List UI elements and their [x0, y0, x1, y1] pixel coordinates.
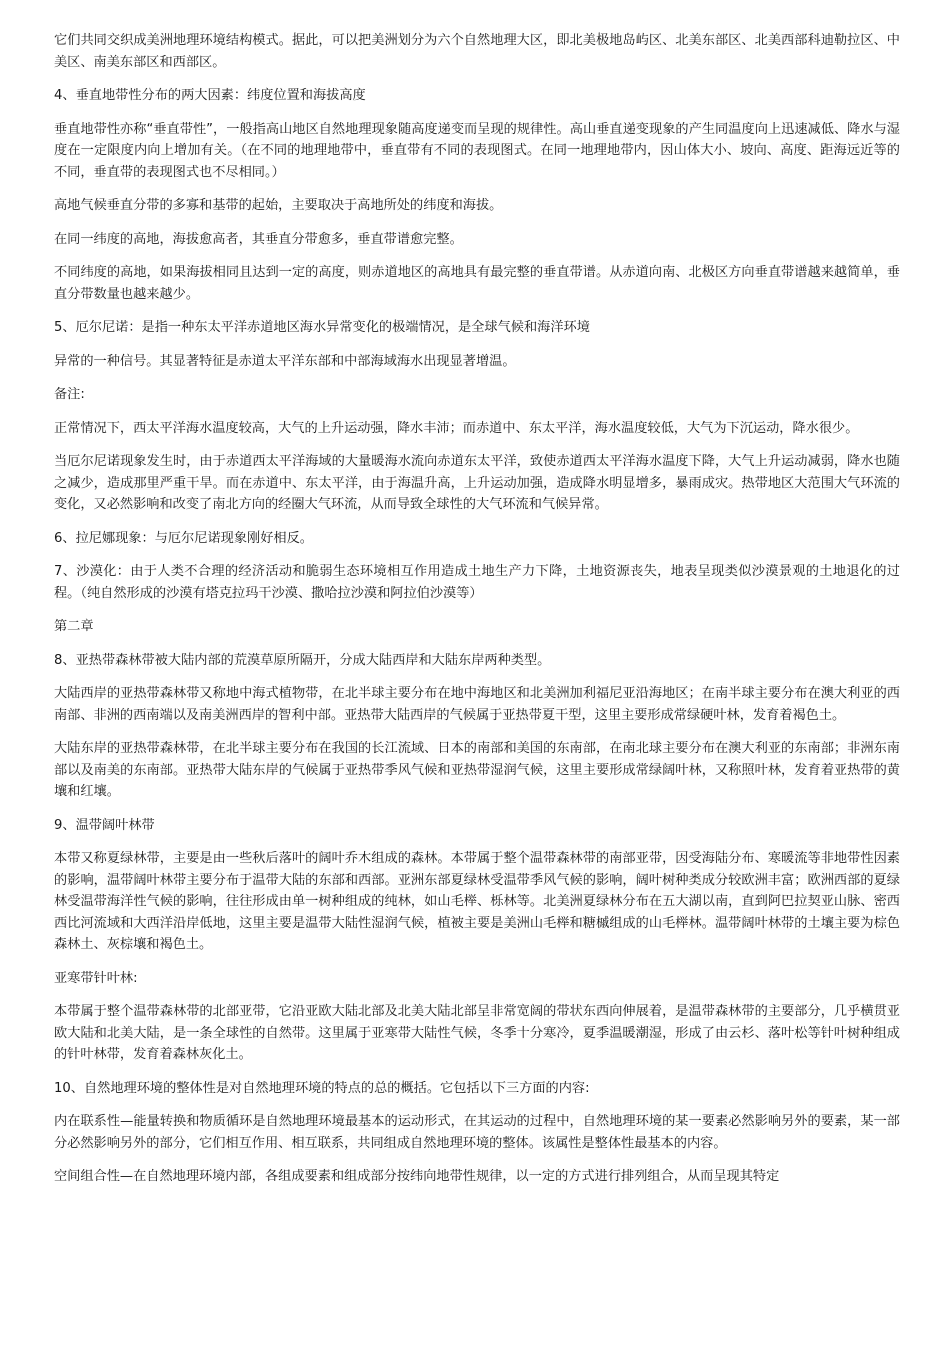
paragraph-el-nino-signal: 异常的一种信号。其显著特征是赤道太平洋东部和中部海域海水出现显著增温。 [54, 353, 516, 369]
paragraph-americas-regions: 它们共同交织成美洲地理环境结构模式。据此，可以把美洲划分为六个自然地理大区，即北美极地岛屿区、北美东部区、北美西部科迪勒拉区、中美区、南美东部区和西部区。 [54, 33, 900, 70]
heading-temperate-broadleaf: 9、温带阔叶林带 [54, 817, 155, 833]
paragraph-west-coast-subtropical: 大陆西岸的亚热带森林带又称地中海式植物带，在北半球主要分布在地中海地区和北美洲加利福尼亚沿海地区；在南半球主要分布在澳大利亚的西南部、非洲的西南端以及南美洲西岸的智利中部。亚热带大陆西岸的气候属于亚热带夏干型，这里主要形成常绿硬叶林，发育着褐色土。 [54, 686, 900, 723]
paragraph-normal-conditions: 正常情况下，西太平洋海水温度较高，大气的上升运动强，降水丰沛；而赤道中、东太平洋，海水温度较低，大气为下沉运动，降水很少。 [54, 420, 859, 436]
paragraph-desertification: 7、沙漠化：由于人类不合理的经济活动和脆弱生态环境相互作用造成土地生产力下降，土地资源丧失，地表呈现类似沙漠景观的土地退化的过程。（纯自然形成的沙漠有塔克拉玛干沙漠、撒哈拉沙漠和阿拉伯沙漠等） [54, 564, 900, 601]
paragraph-east-coast-subtropical: 大陆东岸的亚热带森林带，在北半球主要分布在我国的长江流域、日本的南部和美国的东南部，在南北球主要分布在澳大利亚的东南部；非洲东南部以及南美的东南部。亚热带大陆东岸的气候属于亚热带季风气候和亚热带湿润气候，这里主要形成常绿阔叶林，又称照叶林，发育着亚热带的黄壤和红壤。 [54, 741, 900, 799]
paragraph-spatial-combination: 空间组合性—在自然地理环境内部，各组成要素和组成部分按纬向地带性规律，以一定的方式进行排列组合，从而呈现其特定 [54, 1169, 780, 1184]
paragraph-internal-connection: 内在联系性—能量转换和物质循环是自然地理环境最基本的运动形式，在其运动的过程中，自然地理环境的某一要素必然影响另外的要素，某一部分必然影响另外的部分，它们相互作用、相互联系，共同组成自然地理环境的整体。该属性是整体性最基本的内容。 [54, 1114, 900, 1151]
paragraph-same-latitude: 在同一纬度的高地，海拔愈高者，其垂直分带愈多，垂直带谱愈完整。 [54, 231, 463, 247]
heading-vertical-zonation-factors: 4、垂直地带性分布的两大因素：纬度位置和海拔高度 [54, 88, 366, 103]
paragraph-el-nino-effects: 当厄尔尼诺现象发生时，由于赤道西太平洋海域的大量暖海水流向赤道东太平洋，致使赤道西太平洋海水温度下降，大气上升运动减弱，降水也随之减少，造成那里严重干旱。而在赤道中、东太平洋，由于海温升高，上升运动加强，造成降水明显增多，暴雨成灾。热带地区大范围大气环流的变化，又必然影响和改变了南北方向的经圈大气环流，从而导致全球性的大气环流和气候异常。 [54, 454, 900, 512]
heading-subarctic-conifer: 亚寒带针叶林: [54, 970, 138, 986]
paragraph-different-latitude: 不同纬度的高地，如果海拔相同且达到一定的高度，则赤道地区的高地具有最完整的垂直带谱。从赤道向南、北极区方向垂直带谱越来越简单，垂直分带数量也越来越少。 [54, 265, 900, 302]
paragraph-temperate-broadleaf: 本带又称夏绿林带，主要是由一些秋后落叶的阔叶乔木组成的森林。本带属于整个温带森林带的南部亚带，因受海陆分布、寒暖流等非地带性因素的影响，温带阔叶林带主要分布于温带大陆的东部和西部。亚洲东部夏绿林受温带季风气候的影响，阔叶树种类成分较欧洲丰富；欧洲西部的夏绿林受温带海洋性气候的影响，往往形成由单一树种组成的纯林，如山毛榉、栎林等。北美洲夏绿林分布在五大湖以南，直到阿巴拉契亚山脉、密西西比河流域和大西洋沿岸低地，这里主要是温带大陆性湿润气候，植被主要是美洲山毛榉和糖槭组成的山毛榉林。温带阔叶林带的土壤主要为棕色森林土、灰棕壤和褐色土。 [54, 851, 900, 952]
document-page [54, 30, 900, 1200]
chapter-title: 第二章 [54, 619, 94, 634]
paragraph-subarctic-conifer: 本带属于整个温带森林带的北部亚带，它沿亚欧大陆北部及北美大陆北部呈非常宽阔的带状东西向伸展着，是温带森林带的主要部分，几乎横贯亚欧大陆和北美大陆，是一条全球性的自然带。这里属于亚寒带大陆性气候，冬季十分寒冷，夏季温暖潮湿，形成了由云杉、落叶松等针叶树种组成的针叶林带，发育着森林灰化土。 [54, 1004, 900, 1062]
paragraph-highland-climate-zones: 高地气候垂直分带的多寡和基带的起始，主要取决于高地所处的纬度和海拔。 [54, 198, 503, 213]
heading-la-nina: 6、拉尼娜现象：与厄尔尼诺现象刚好相反。 [54, 530, 313, 546]
paragraph-vertical-zonation-definition: 垂直地带性亦称“垂直带性”，一般指高山地区自然地理现象随高度递变而呈现的规律性。高山垂直递变现象的产生同温度向上迅速减低、降水与湿度在一定限度内向上增加有关。（在不同的地理地带中，垂直带有不同的表现图式。在同一地理地带内，因山体大小、坡向、高度、距海远近等的不同，垂直带的表现图式也不尽相同。） [54, 121, 900, 180]
heading-environment-integrity: 10、自然地理环境的整体性是对自然地理环境的特点的总的概括。它包括以下三方面的内容: [54, 1080, 590, 1096]
heading-el-nino: 5、厄尔尼诺：是指一种东太平洋赤道地区海水异常变化的极端情况，是全球气候和海洋环境 [54, 320, 590, 335]
heading-subtropical-forest: 8、亚热带森林带被大陆内部的荒漠草原所隔开，分成大陆西岸和大陆东岸两种类型。 [54, 652, 551, 668]
label-remark: 备注: [54, 387, 85, 402]
